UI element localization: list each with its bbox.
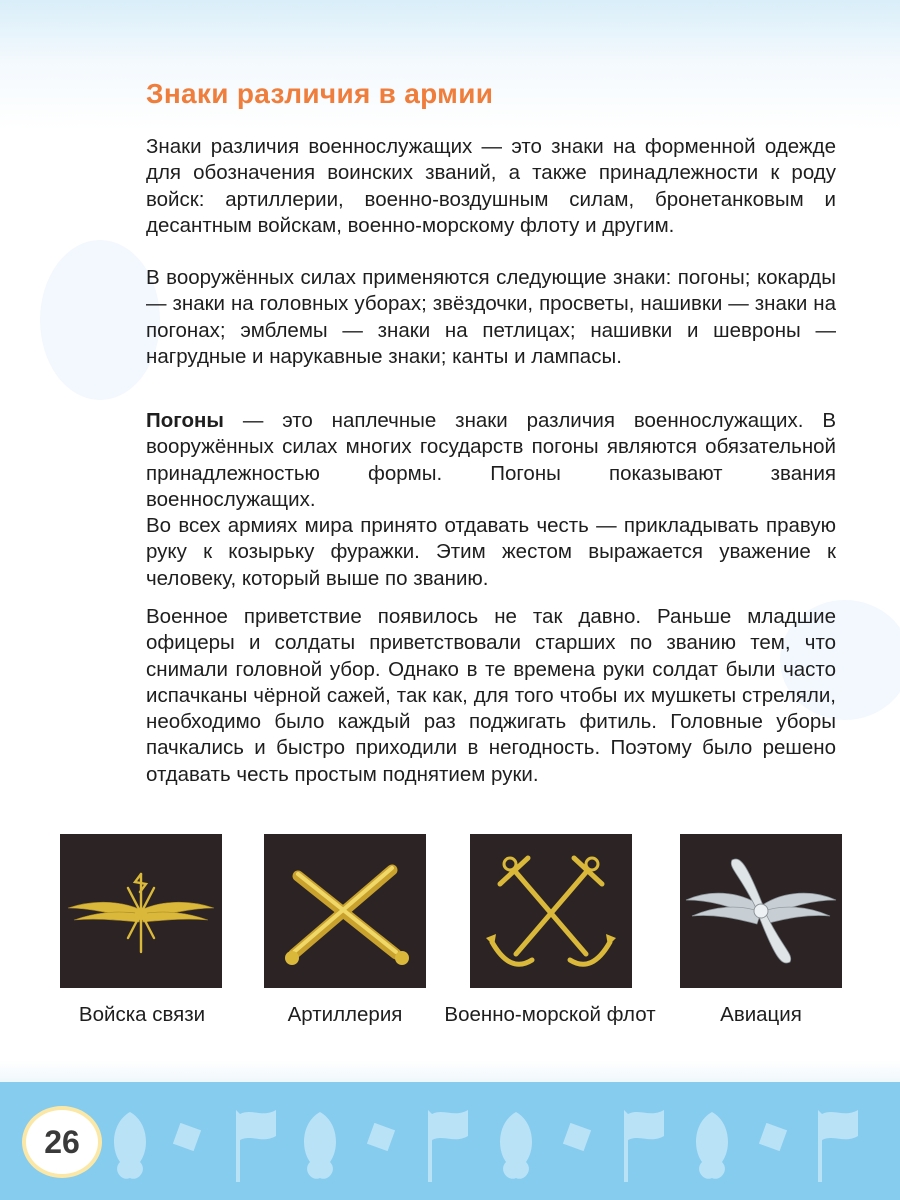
intro-paragraph: Знаки различия военнослужащих — это знаки на форменной одежде для обозначения воинских званий, а также принадлежности к роду войск: артиллерии, военно-воздушным силам, бронетанковым и десантным войскам, военно-морскому флоту и другим. [146, 135, 836, 237]
pogony-term: Погоны [146, 409, 224, 432]
cube-icon [759, 1123, 787, 1151]
aviation-emblem-icon [680, 834, 842, 988]
signal-corps-emblem-icon [60, 834, 222, 988]
cube-icon [173, 1123, 201, 1151]
pogony-definition: — это наплечные знаки различия военнослужащих. В вооружённых силах многих государств погоны являются обязательной принадлежностью формы. Погоны показывают звания военнослужащих. [146, 409, 836, 511]
emblem-caption: Авиация [720, 1003, 802, 1026]
history-paragraph: Военное приветствие появилось не так давно. Раньше младшие офицеры и солдаты приветствовали старших по званию тем, что снимали головной убор. Однако в те времена руки солдат были часто испачканы чёрной сажей, так как, для того чтобы их мушкеты стреляли, необходимо было каждый раз поджигать фитиль. Головные уборы пачкались и быстро приходили в негодность. Поэтому было решено отдавать честь простым поднятием руки. [146, 605, 836, 786]
navy-emblem [470, 834, 632, 988]
navy-anchors-emblem-icon [470, 834, 632, 988]
signal-corps-emblem [60, 834, 222, 988]
page-number: 26 [22, 1106, 102, 1178]
flag-icon [236, 1110, 276, 1182]
flag-icon [428, 1110, 468, 1182]
flag-icon [818, 1110, 858, 1182]
tree-icon [304, 1112, 336, 1179]
artillery-emblem [264, 834, 426, 988]
emblem-caption: Военно-морской флот [444, 1003, 656, 1026]
flag-icon [624, 1110, 664, 1182]
page-footer [0, 1082, 900, 1200]
background-decoration [40, 240, 160, 400]
tree-icon [500, 1112, 532, 1179]
insignia-paragraph: В вооружённых силах применяются следующие знаки: погоны; кокарды — знаки на головных уборах; звёздочки, просветы, нашивки — знаки на погонах; эмблемы — знаки на петлицах; нашивки и шевроны — нагрудные и нарукавные знаки; канты и лампасы. [146, 266, 836, 368]
salute-paragraph: Во всех армиях мира принято отдавать честь — прикладывать правую руку к козырьку фуражки. Этим жестом выражается уважение к человеку, который выше по званию. [146, 514, 836, 590]
cube-icon [367, 1123, 395, 1151]
tree-icon [114, 1112, 146, 1179]
cube-icon [563, 1123, 591, 1151]
artillery-emblem-icon [264, 834, 426, 988]
footer-pattern [0, 1082, 900, 1200]
aviation-emblem [680, 834, 842, 988]
page-title: Знаки различия в армии [146, 78, 494, 109]
pogony-paragraph [146, 408, 836, 513]
emblem-caption: Войска связи [78, 1003, 206, 1026]
tree-icon [696, 1112, 728, 1179]
emblem-caption: Артиллерия [287, 1003, 403, 1026]
